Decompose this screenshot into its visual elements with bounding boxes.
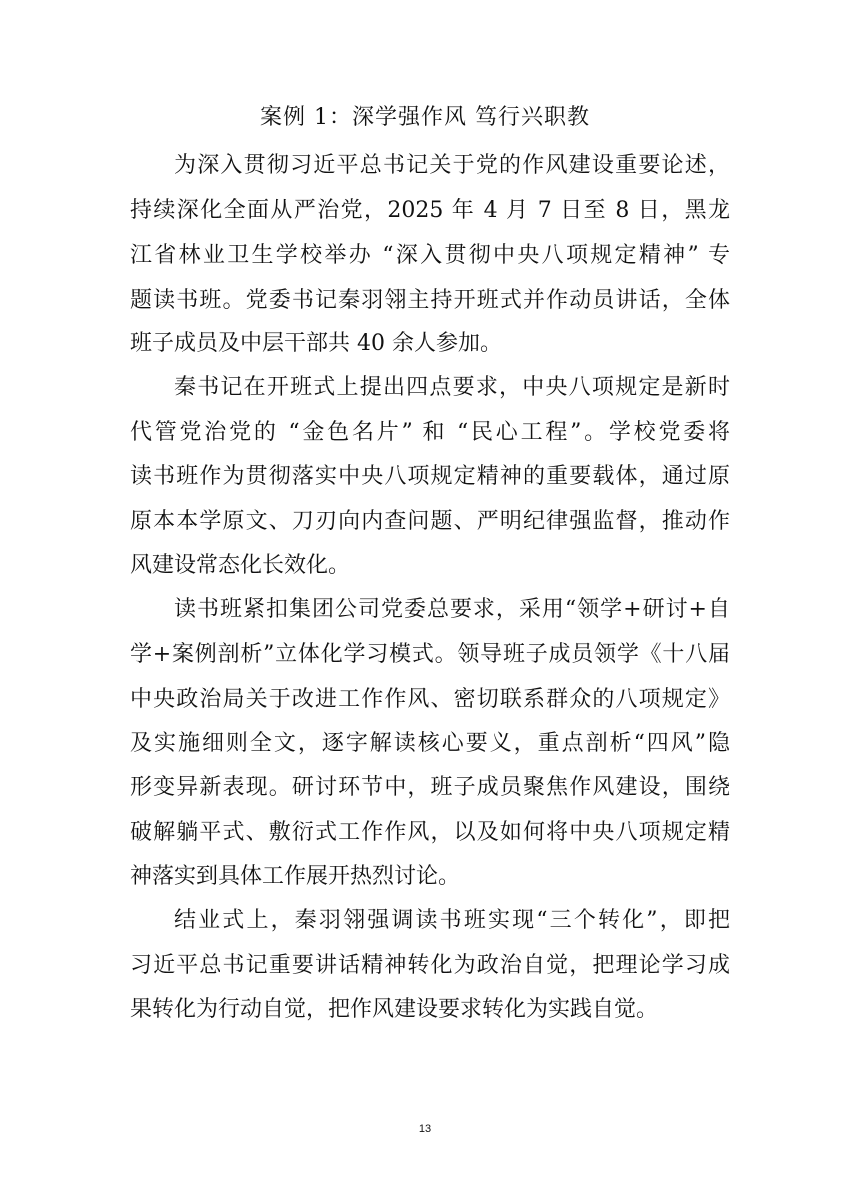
paragraph-line: 读书班紧扣集团公司党委总要求，采用“领学+研讨+自 bbox=[174, 597, 730, 622]
paragraph-line: 原本本学原文、刀刃向内查问题、严明纪律强监督，推动作 bbox=[130, 509, 730, 534]
paragraph-line: 习近平总书记重要讲话精神转化为政治自觉，把理论学习成 bbox=[130, 953, 730, 978]
paragraph-line: 题读书班。党委书记秦羽翎主持开班式并作动员讲话，全体 bbox=[130, 288, 730, 313]
paragraph-line: 江省林业卫生学校举办 “深入贯彻中央八项规定精神” 专 bbox=[130, 243, 730, 268]
paragraph-line: 形变异新表现。研讨环节中，班子成员聚焦作风建设，围绕 bbox=[130, 775, 730, 800]
paragraph-line: 神落实到具体工作展开热烈讨论。 bbox=[130, 864, 461, 889]
paragraph-line: 班子成员及中层干部共 40 余人参加。 bbox=[130, 331, 502, 356]
paragraph-line: 为深入贯彻习近平总书记关于党的作风建设重要论述， bbox=[174, 153, 730, 178]
paragraph-line: 破解躺平式、敷衍式工作作风，以及如何将中央八项规定精 bbox=[130, 820, 730, 845]
paragraph-line: 读书班作为贯彻落实中央八项规定精神的重要载体，通过原 bbox=[130, 464, 730, 489]
paragraph-line: 风建设常态化长效化。 bbox=[130, 553, 351, 578]
paragraph-line: 持续深化全面从严治党，2025 年 4 月 7 日至 8 日，黑龙 bbox=[130, 198, 730, 223]
paragraph-line: 学+案例剖析”立体化学习模式。领导班子成员领学《十八届 bbox=[130, 642, 730, 667]
paragraph-line: 结业式上，秦羽翎强调读书班实现“三个转化”，即把 bbox=[174, 908, 730, 933]
paragraph-line: 中央政治局关于改进工作作风、密切联系群众的八项规定》 bbox=[130, 687, 730, 712]
paragraph-line: 及实施细则全文，逐字解读核心要义，重点剖析“四风”隐 bbox=[130, 731, 730, 756]
paragraph-line: 代管党治党的 “金色名片” 和 “民心工程”。学校党委将 bbox=[130, 420, 730, 445]
paragraph-line: 果转化为行动自觉，把作风建设要求转化为实践自觉。 bbox=[130, 997, 659, 1022]
document-title: 案例 1：深学强作风 笃行兴职教 bbox=[260, 105, 590, 130]
page-number: 13 bbox=[418, 1123, 432, 1135]
paragraph-line: 秦书记在开班式上提出四点要求，中央八项规定是新时 bbox=[174, 375, 730, 400]
